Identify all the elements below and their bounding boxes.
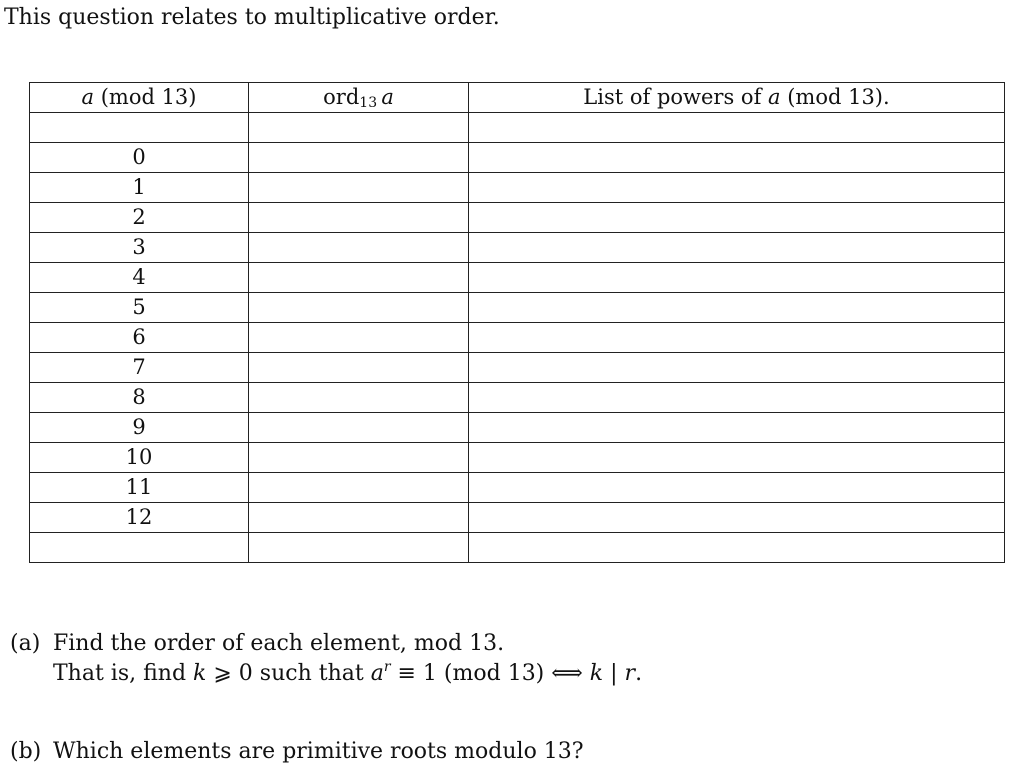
table-row [30, 323, 1005, 353]
order-cell [249, 353, 469, 383]
a-value-cell: 9 [30, 413, 249, 443]
ord-modulus: 13 [359, 95, 378, 111]
part-a-question: Find the order of each element, mod 13. [53, 631, 505, 656]
order-cell [249, 143, 469, 173]
a-value-cell: 10 [30, 443, 249, 473]
a-value-cell: 5 [30, 293, 249, 323]
powers-cell [469, 413, 1005, 443]
table-row [30, 113, 1005, 143]
var-a: a [768, 85, 781, 109]
header-order [249, 83, 469, 113]
order-cell [249, 173, 469, 203]
table-row [30, 533, 1005, 563]
table-row [30, 203, 1005, 233]
header-list-pre: List of powers of [583, 85, 769, 109]
a-value-cell: 8 [30, 383, 249, 413]
header-row [30, 83, 1005, 113]
powers-cell [469, 533, 1005, 563]
part-a-text: That is, find [53, 661, 194, 686]
order-cell [249, 263, 469, 293]
table-row [30, 233, 1005, 263]
header-a-mod-13-rest: (mod 13) [94, 85, 197, 109]
order-cell [249, 293, 469, 323]
divides-symbol: | [603, 661, 625, 686]
var-k: k [589, 661, 604, 686]
part-a [10, 629, 642, 689]
part-a-line-1 [10, 629, 642, 659]
a-value-cell [30, 533, 249, 563]
table-row [30, 263, 1005, 293]
part-a-text: ≡ 1 (mod 13) ⟺ [390, 661, 590, 686]
table-row [30, 473, 1005, 503]
a-value-cell: 6 [30, 323, 249, 353]
table-body [30, 113, 1005, 563]
var-a: a [381, 85, 394, 109]
table-row [30, 413, 1005, 443]
var-a: a [81, 85, 95, 109]
powers-cell [469, 443, 1005, 473]
period: . [635, 661, 643, 686]
header-list-post: (mod 13). [780, 85, 890, 109]
a-value-cell: 12 [30, 503, 249, 533]
a-value-cell [30, 113, 249, 143]
header-list-of-powers [469, 83, 1005, 113]
table-row [30, 443, 1005, 473]
a-value-cell: 2 [30, 203, 249, 233]
a-value-cell: 7 [30, 353, 249, 383]
table-row [30, 383, 1005, 413]
powers-cell [469, 473, 1005, 503]
powers-cell [469, 143, 1005, 173]
a-value-cell: 4 [30, 263, 249, 293]
order-cell [249, 473, 469, 503]
table-row [30, 353, 1005, 383]
ord-operator: ord [323, 85, 360, 109]
part-b [10, 737, 584, 767]
powers-cell [469, 173, 1005, 203]
order-cell [249, 323, 469, 353]
powers-cell [469, 383, 1005, 413]
a-value-cell: 0 [30, 143, 249, 173]
powers-cell [469, 233, 1005, 263]
powers-cell [469, 503, 1005, 533]
var-a: a [370, 661, 384, 686]
order-table [29, 82, 1005, 563]
powers-cell [469, 203, 1005, 233]
part-a-text: ⩾ 0 such that [206, 661, 371, 686]
var-k: k [193, 661, 207, 686]
order-cell [249, 413, 469, 443]
part-b-question: Which elements are primitive roots modulo 13? [53, 739, 584, 764]
var-r: r [624, 661, 636, 686]
intro-text: This question relates to multiplicative order. [4, 5, 500, 30]
table-row [30, 143, 1005, 173]
table-row [30, 503, 1005, 533]
powers-cell [469, 113, 1005, 143]
powers-cell [469, 353, 1005, 383]
header-a-mod-13 [30, 83, 249, 113]
part-b-label: (b) [10, 739, 42, 764]
table-row [30, 173, 1005, 203]
a-value-cell: 11 [30, 473, 249, 503]
powers-cell [469, 263, 1005, 293]
part-a-label: (a) [10, 631, 41, 656]
order-cell [249, 233, 469, 263]
order-cell [249, 503, 469, 533]
part-a-line-2 [10, 659, 642, 689]
order-cell [249, 443, 469, 473]
table-row [30, 293, 1005, 323]
a-value-cell: 3 [30, 233, 249, 263]
powers-cell [469, 293, 1005, 323]
a-value-cell: 1 [30, 173, 249, 203]
order-cell [249, 383, 469, 413]
order-cell [249, 113, 469, 143]
exponent-r: r [383, 659, 391, 675]
powers-cell [469, 323, 1005, 353]
order-cell [249, 203, 469, 233]
order-cell [249, 533, 469, 563]
